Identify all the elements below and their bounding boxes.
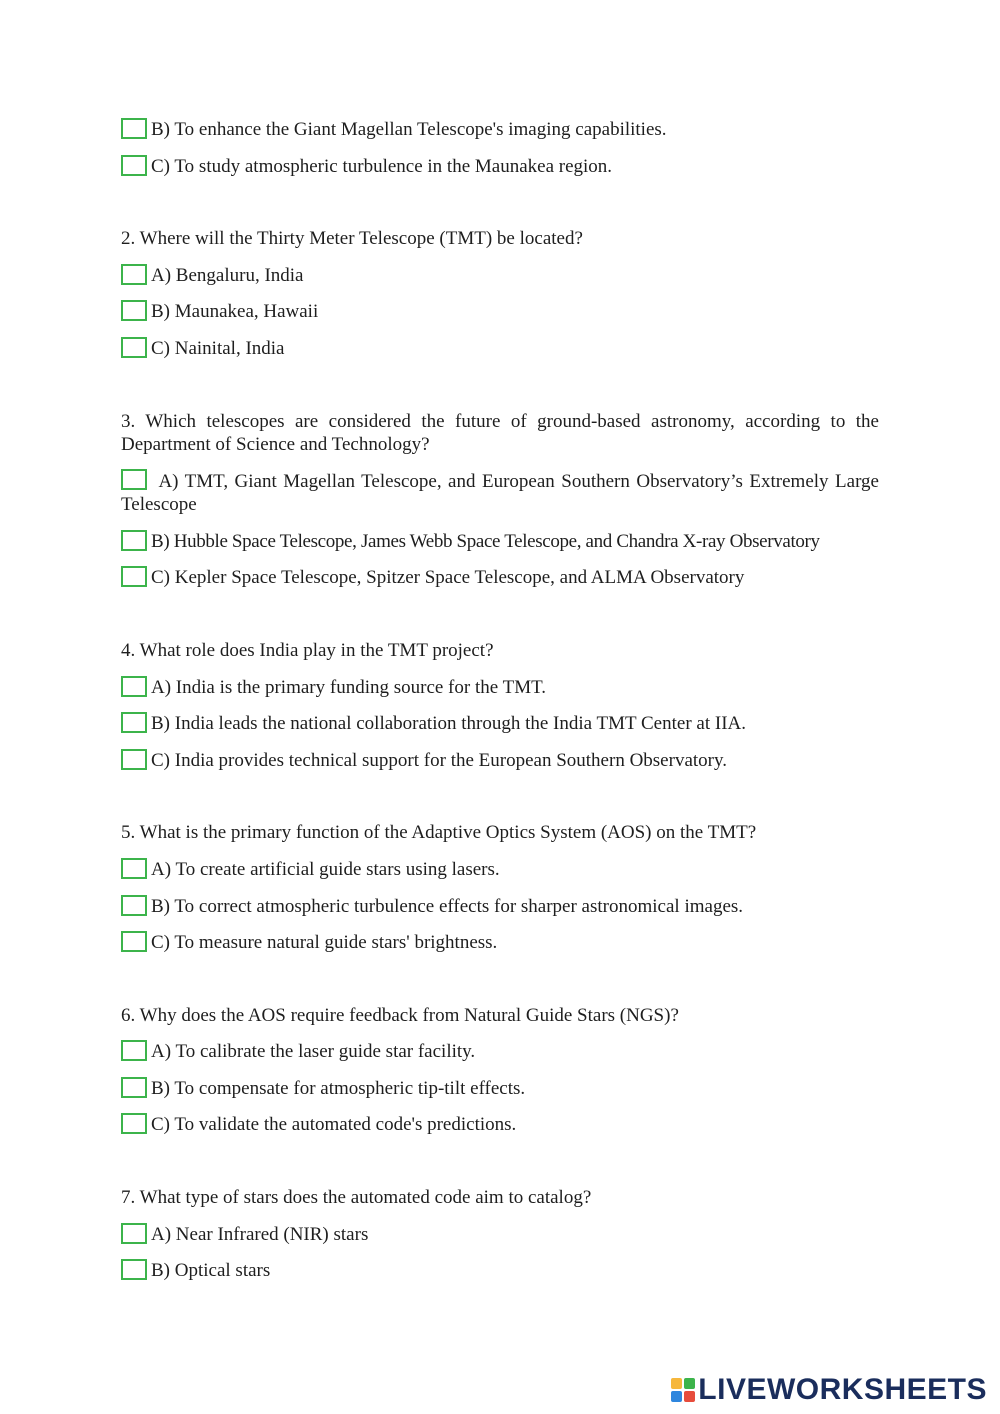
answer-option xyxy=(121,749,879,772)
answer-checkbox[interactable] xyxy=(121,566,147,587)
answer-label: C) To study atmospheric turbulence in the Maunakea region. xyxy=(151,155,613,177)
answer-label: B) Hubble Space Telescope, James Webb Space Telescope, and Chandra X-ray Observatory xyxy=(151,530,820,552)
question-text: 2. Where will the Thirty Meter Telescope (TMT) be located? xyxy=(121,228,583,250)
answer-option xyxy=(121,676,879,699)
question-text: 6. Why does the AOS require feedback from Natural Guide Stars (NGS)? xyxy=(121,1004,679,1026)
answer-checkbox[interactable] xyxy=(121,676,147,697)
answer-label: A) To create artificial guide stars using lasers. xyxy=(151,858,500,880)
answer-label: A) To calibrate the laser guide star facility. xyxy=(151,1041,476,1063)
spacer xyxy=(121,603,879,639)
question-2-block xyxy=(121,227,879,360)
question-text: 5. What is the primary function of the Adaptive Optics System (AOS) on the TMT? xyxy=(121,822,757,844)
answer-option xyxy=(121,155,879,178)
answer-option xyxy=(121,895,879,918)
answer-option xyxy=(121,1259,879,1282)
answer-option xyxy=(121,1077,879,1100)
question-1-block xyxy=(121,118,879,178)
answer-label: B) To correct atmospheric turbulence effects for sharper astronomical images. xyxy=(151,895,744,917)
answer-label: B) To enhance the Giant Magellan Telescope's imaging capabilities. xyxy=(151,119,667,140)
answer-checkbox[interactable] xyxy=(121,530,147,551)
spacer xyxy=(121,1150,879,1186)
answer-checkbox[interactable] xyxy=(121,300,147,321)
answer-checkbox[interactable] xyxy=(121,155,147,176)
answer-label: A) India is the primary funding source for the TMT. xyxy=(151,676,547,698)
liveworksheets-logo-icon xyxy=(671,1378,695,1402)
answer-checkbox[interactable] xyxy=(121,264,147,285)
answer-checkbox[interactable] xyxy=(121,1040,147,1061)
answer-option xyxy=(121,337,879,360)
answer-label: B) To compensate for atmospheric tip-tilt effects. xyxy=(151,1077,526,1099)
question-6-block xyxy=(121,1004,879,1137)
answer-option xyxy=(121,1223,879,1246)
spacer xyxy=(121,785,879,821)
answer-checkbox[interactable] xyxy=(121,895,147,916)
question-text: 7. What type of stars does the automated code aim to catalog? xyxy=(121,1187,592,1209)
spacer xyxy=(121,968,879,1004)
answer-label: C) Kepler Space Telescope, Spitzer Space Telescope, and ALMA Observatory xyxy=(151,567,745,589)
answer-option xyxy=(121,712,879,735)
answer-label: B) India leads the national collaboration through the India TMT Center at IIA. xyxy=(151,713,746,735)
answer-checkbox[interactable] xyxy=(121,858,147,879)
answer-label: A) TMT, Giant Magellan Telescope, and European Southern Observatory’s Extremely Large Telescope xyxy=(121,471,879,516)
question-3-block xyxy=(121,410,879,590)
liveworksheets-brand[interactable] xyxy=(671,1374,987,1406)
answer-option xyxy=(121,300,879,323)
answer-option xyxy=(121,118,879,141)
answer-label: C) India provides technical support for the European Southern Observatory. xyxy=(151,749,727,771)
answer-option xyxy=(121,530,879,553)
answer-option xyxy=(121,264,879,287)
question-4-block xyxy=(121,639,879,772)
answer-checkbox[interactable] xyxy=(121,931,147,952)
answer-label: B) Maunakea, Hawaii xyxy=(151,301,319,323)
question-text: 4. What role does India play in the TMT project? xyxy=(121,639,494,661)
question-5-block xyxy=(121,821,879,954)
question-7-block xyxy=(121,1186,879,1282)
answer-checkbox[interactable] xyxy=(121,1113,147,1134)
answer-option xyxy=(121,469,879,516)
answer-checkbox[interactable] xyxy=(121,1077,147,1098)
brand-wordmark: LIVEWORKSHEETS xyxy=(698,1373,987,1406)
answer-label: B) Optical stars xyxy=(151,1260,271,1282)
answer-label: C) To measure natural guide stars' brightness. xyxy=(151,932,498,954)
spacer xyxy=(121,191,879,227)
worksheet xyxy=(121,118,879,1296)
answer-label: C) Nainital, India xyxy=(151,337,285,359)
answer-label: A) Bengaluru, India xyxy=(151,264,304,286)
answer-option xyxy=(121,566,879,589)
answer-label: C) To validate the automated code's predictions. xyxy=(151,1114,517,1136)
answer-option xyxy=(121,1113,879,1136)
answer-checkbox[interactable] xyxy=(121,469,147,490)
question-text: 3. Which telescopes are considered the future of ground-based astronomy, according to the Department of Science and Technology? xyxy=(121,410,879,455)
answer-label: A) Near Infrared (NIR) stars xyxy=(151,1223,369,1245)
answer-option xyxy=(121,1040,879,1063)
answer-checkbox[interactable] xyxy=(121,118,147,139)
answer-option xyxy=(121,858,879,881)
answer-checkbox[interactable] xyxy=(121,749,147,770)
answer-checkbox[interactable] xyxy=(121,712,147,733)
answer-checkbox[interactable] xyxy=(121,1223,147,1244)
answer-option xyxy=(121,931,879,954)
answer-checkbox[interactable] xyxy=(121,1259,147,1280)
answer-checkbox[interactable] xyxy=(121,337,147,358)
spacer xyxy=(121,374,879,410)
